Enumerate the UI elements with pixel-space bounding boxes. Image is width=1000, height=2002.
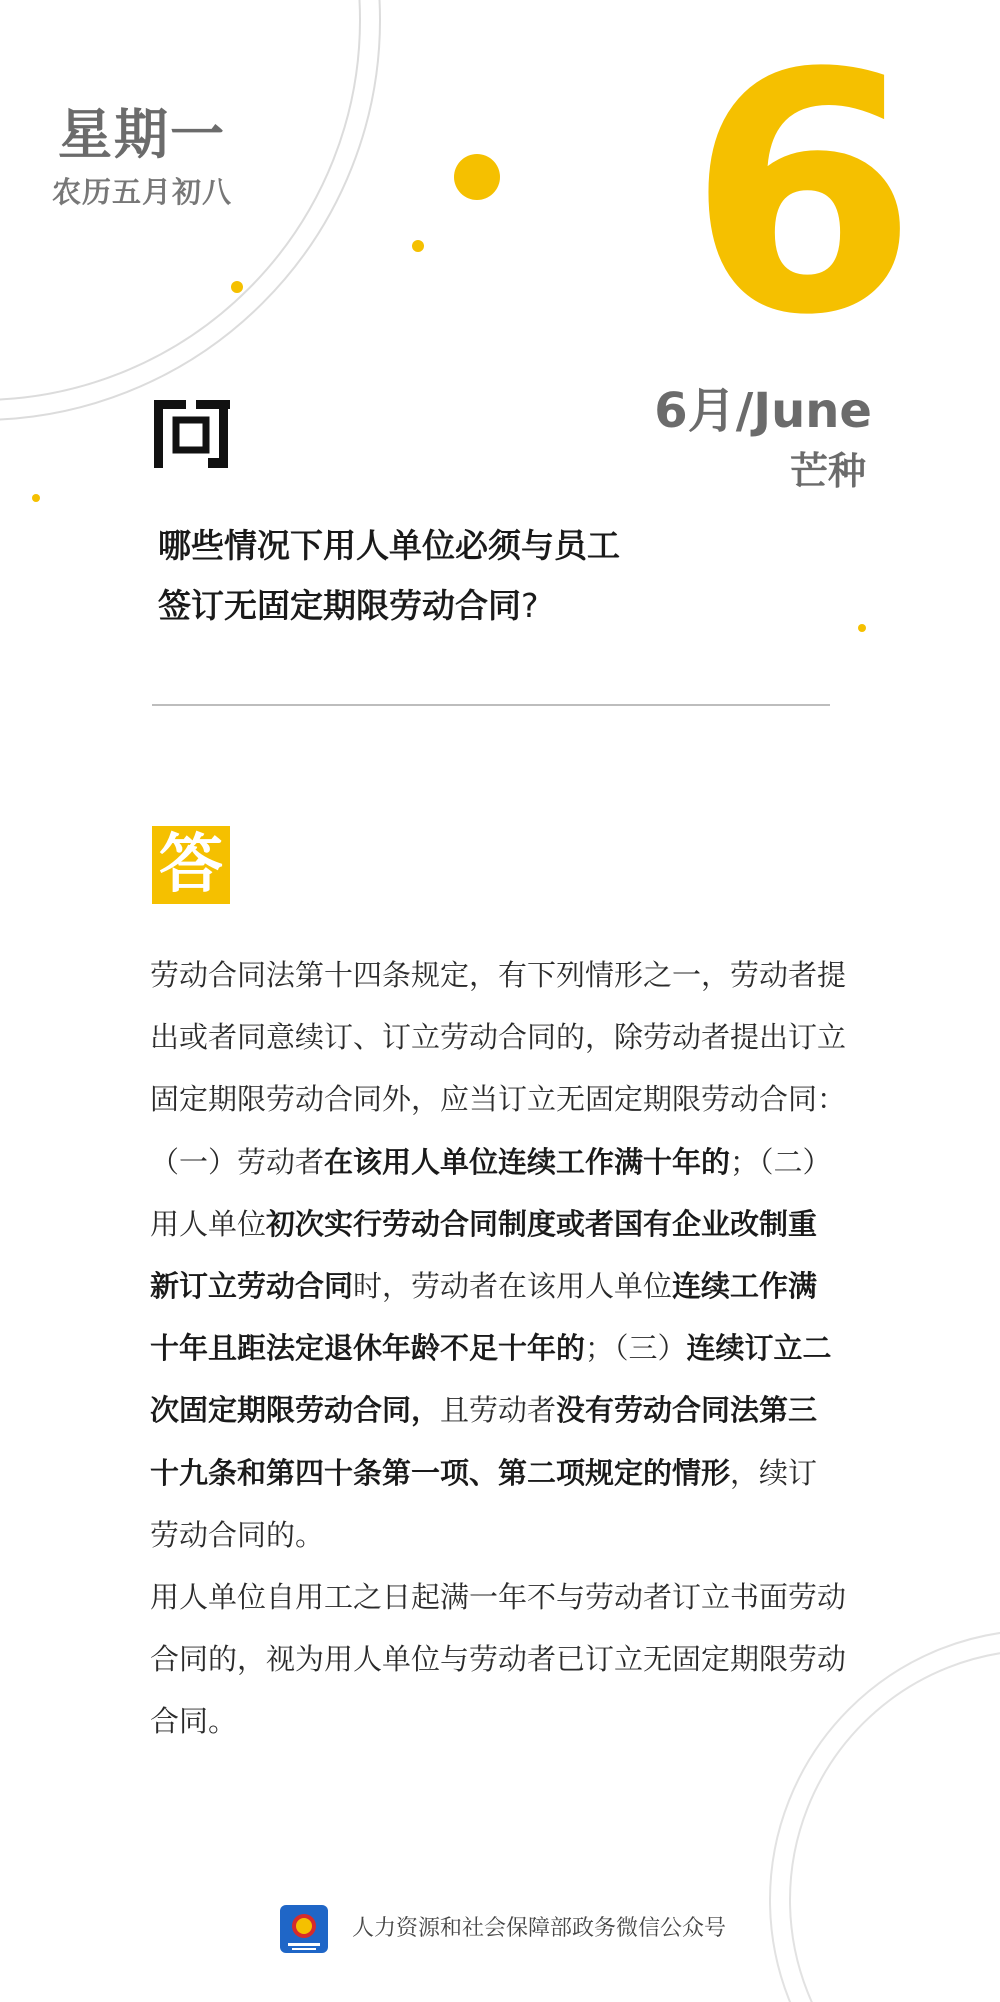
question-text bbox=[158, 516, 738, 636]
answer-segment: ；（三） bbox=[585, 1331, 687, 1366]
national-emblem-icon bbox=[280, 1905, 328, 1953]
answer-bold-segment: 没有劳动合同法第三十九条和第四十条第一项、第二项规定的情形 bbox=[150, 1393, 818, 1490]
answer-paragraph-1 bbox=[150, 944, 846, 1566]
answer-segment: ；（二）用人单位 bbox=[150, 1144, 832, 1241]
answer-bold-segment: 初次实行劳动合同制度或者国有企业改制重新订立劳动合同 bbox=[150, 1206, 818, 1304]
organization-name: 人力资源和社会保障部政务微信公众号 bbox=[352, 1916, 727, 1941]
answer-icon-label: 答 bbox=[159, 828, 223, 902]
lunar-date: 农历五月初八 bbox=[52, 175, 233, 209]
section-divider bbox=[152, 704, 830, 706]
answer-segment: 时，劳动者在该用人单位 bbox=[353, 1269, 673, 1304]
weekday: 星期一 bbox=[58, 103, 226, 166]
answer-bold-segment: 连续订立二次固定期限劳动合同， bbox=[150, 1331, 832, 1428]
answer-segment: 且劳动者 bbox=[440, 1393, 557, 1428]
answer-segment: ，续订劳动合同的。 bbox=[150, 1455, 818, 1552]
answer-bold-segment: 在该用人单位连续工作满十年的 bbox=[324, 1144, 731, 1179]
question-line-2: 签订无固定期限劳动合同 bbox=[158, 586, 521, 625]
month-label: 6月/June bbox=[654, 383, 872, 439]
question-icon bbox=[152, 396, 230, 472]
answer-segment: 劳动合同法第十四条规定，有下列情形之一，劳动者提出或者同意续订、订立劳动合同的，除劳动者提出订立固定期限劳动合同外，应当订立无固定期限劳动合同：（一）劳动者 bbox=[150, 958, 847, 1179]
answer-body bbox=[150, 944, 846, 1753]
question-line-1: 哪些情况下用人单位必须与员工 bbox=[158, 526, 620, 565]
day-number: 6 bbox=[688, 3, 918, 387]
answer-paragraph-2: 用人单位自用工之日起满一年不与劳动者订立书面劳动合同的，视为用人单位与劳动者已订立无固定期限劳动合同。 bbox=[150, 1580, 847, 1739]
answer-bold-segment: 连续工作满十年且距法定退休年龄不足十年的 bbox=[150, 1269, 818, 1366]
question-mark: ? bbox=[521, 586, 539, 625]
answer-icon bbox=[152, 826, 230, 904]
solar-term: 芒种 bbox=[789, 449, 866, 493]
